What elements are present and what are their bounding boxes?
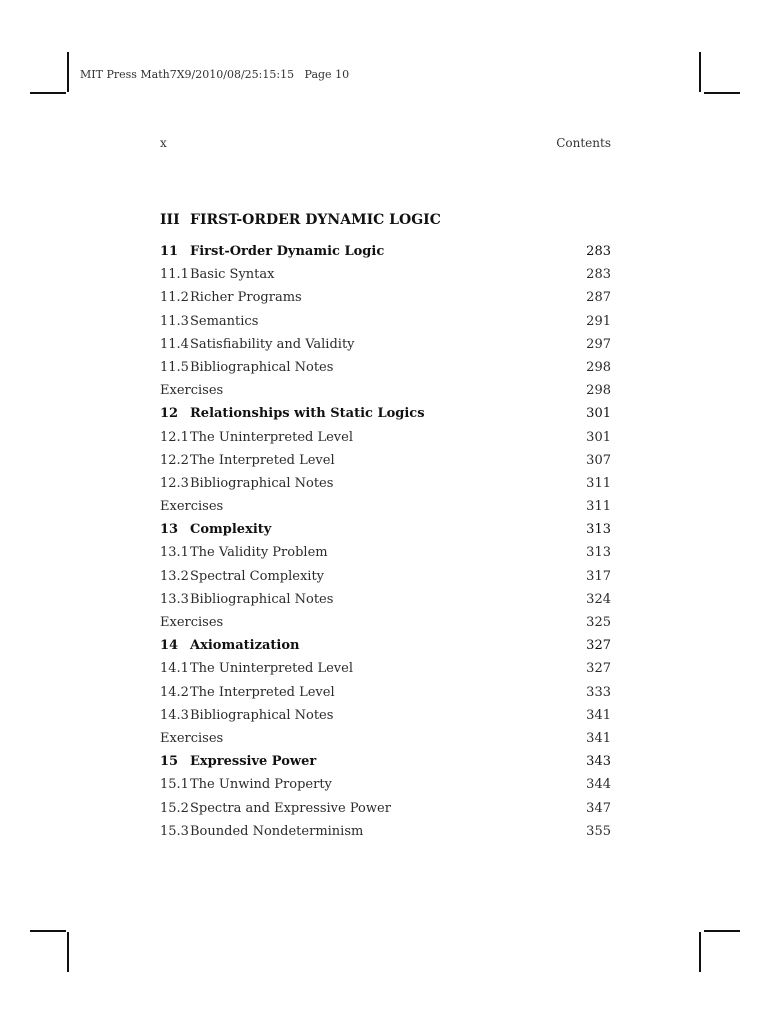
toc-section-row[interactable] [160,820,611,843]
toc-section-row[interactable] [160,472,611,495]
toc-entry-number: 11.1 [160,267,189,283]
toc-entry-number: 11.3 [160,313,189,329]
toc-section-row[interactable] [160,263,611,286]
toc-entry-title: The Uninterpreted Level [190,661,353,677]
toc-entry-page: 347 [586,800,611,816]
toc-chapter-row[interactable] [160,518,611,541]
toc-entry-title: Axiomatization [190,638,300,654]
toc-entry-title: The Unwind Property [190,777,332,793]
proof-line: MIT Press Math7X9/2010/08/25:15:15 Page 10 [80,68,350,81]
toc-section-row[interactable] [160,565,611,588]
toc-section-row[interactable] [160,356,611,379]
toc-entry-title: Complexity [190,522,272,538]
toc-entry-page: 313 [586,545,611,561]
running-title: Contents [556,136,611,150]
toc-entry-title: Exercises [160,499,224,515]
toc-entry-page: 301 [586,406,611,422]
toc-entry-title: Semantics [190,313,259,329]
toc-entry-page: 325 [586,615,611,630]
toc-entry-number: 12.1 [160,429,189,445]
crop-mark-bottom-left-vertical [67,932,69,972]
crop-mark-top-left-horizontal [30,92,66,94]
toc-entry-page: 287 [586,290,611,306]
toc-entry-number: 12.2 [160,452,189,468]
toc-section-row[interactable] [160,704,611,727]
crop-mark-top-left-vertical [67,52,69,92]
toc-entry-page: 344 [586,777,611,793]
toc-entry-page: 327 [586,638,611,654]
toc-entry-number: 14.1 [160,661,189,677]
toc-exercises-row[interactable] [160,379,611,402]
toc-section-row[interactable] [160,541,611,564]
crop-mark-top-right-vertical [699,52,701,92]
toc-entry-page: 327 [586,661,611,677]
toc-entry-page: 283 [586,244,611,259]
toc-chapter-row[interactable] [160,402,611,425]
toc-entry-title: Bibliographical Notes [190,475,334,491]
part-title-text: FIRST-ORDER DYNAMIC LOGIC [190,212,441,228]
toc-entry-page: 324 [586,591,611,607]
toc-entry-title: The Validity Problem [190,545,328,561]
toc-entry-title: Satisfiability and Validity [190,336,355,352]
toc-section-row[interactable] [160,681,611,704]
crop-mark-bottom-right-vertical [699,932,701,972]
toc-exercises-row[interactable] [160,611,611,634]
toc-entry-number: 11.2 [160,290,189,306]
toc-chapter-row[interactable] [160,634,611,657]
toc-entry-title: Richer Programs [190,290,302,306]
toc-entry-number: 12.3 [160,475,189,491]
toc-entry-page: 317 [586,568,611,584]
toc-entry-title: Exercises [160,730,224,746]
toc-entry-title: Bibliographical Notes [190,591,334,607]
toc-section-row[interactable] [160,286,611,309]
toc-entry-page: 341 [586,707,611,723]
toc-entry-number: 11.4 [160,336,189,352]
toc-entry-title: Spectral Complexity [190,568,325,584]
toc-section-row[interactable] [160,773,611,796]
crop-mark-bottom-left-horizontal [30,930,66,932]
toc-entry-number: 15.1 [160,777,189,793]
toc-entry-title: Expressive Power [190,754,317,770]
toc-section-row[interactable] [160,333,611,356]
toc-entry-number: 13.2 [160,568,189,584]
toc-entry-page: 343 [586,754,611,770]
toc-entry-title: The Interpreted Level [190,684,335,700]
toc-exercises-row[interactable] [160,495,611,518]
toc-entry-number: 13.1 [160,545,189,561]
part-title [160,212,441,228]
toc-entry-number: 11.5 [160,359,189,375]
toc-entry-title: Bounded Nondeterminism [190,823,364,839]
toc-entry-page: 301 [586,429,611,445]
toc-entry-number: 15.2 [160,800,189,816]
toc-entry-number: 13.3 [160,591,189,607]
toc-entry-number: 14 [160,638,179,654]
crop-mark-top-right-horizontal [704,92,740,94]
toc-entry-number: 14.2 [160,684,189,700]
toc-entry-page: 291 [586,313,611,329]
toc-entry-page: 307 [586,452,611,468]
toc-entry-title: First-Order Dynamic Logic [190,244,385,259]
table-of-contents [160,240,611,843]
toc-section-row[interactable] [160,797,611,820]
toc-entry-number: 11 [160,244,179,259]
crop-mark-bottom-right-horizontal [704,930,740,932]
toc-entry-page: 311 [586,499,611,515]
toc-entry-page: 298 [586,359,611,375]
toc-entry-title: Bibliographical Notes [190,359,334,375]
toc-section-row[interactable] [160,657,611,680]
toc-entry-page: 333 [586,684,611,700]
toc-entry-title: Bibliographical Notes [190,707,334,723]
toc-entry-number: 13 [160,522,179,538]
toc-entry-page: 311 [586,475,611,491]
toc-chapter-row[interactable] [160,750,611,773]
toc-entry-title: Exercises [160,383,224,399]
toc-entry-title: The Interpreted Level [190,452,335,468]
toc-entry-title: Basic Syntax [190,267,275,283]
toc-chapter-row[interactable] [160,240,611,263]
toc-section-row[interactable] [160,426,611,449]
toc-section-row[interactable] [160,449,611,472]
toc-entry-page: 313 [586,522,611,538]
toc-entry-page: 341 [586,730,611,746]
toc-entry-page: 297 [586,336,611,352]
folio: x [160,136,167,150]
toc-exercises-row[interactable] [160,727,611,750]
toc-entry-number: 15 [160,754,179,770]
toc-entry-number: 12 [160,406,179,422]
toc-section-row[interactable] [160,310,611,333]
toc-entry-title: Spectra and Expressive Power [190,800,391,816]
toc-entry-title: The Uninterpreted Level [190,429,353,445]
toc-entry-page: 283 [586,267,611,283]
toc-entry-page: 298 [586,383,611,399]
toc-entry-number: 14.3 [160,707,189,723]
toc-entry-title: Relationships with Static Logics [190,406,425,422]
toc-entry-number: 15.3 [160,823,189,839]
toc-entry-title: Exercises [160,615,224,630]
part-number: III [160,212,180,228]
toc-section-row[interactable] [160,588,611,611]
toc-entry-page: 355 [586,823,611,839]
